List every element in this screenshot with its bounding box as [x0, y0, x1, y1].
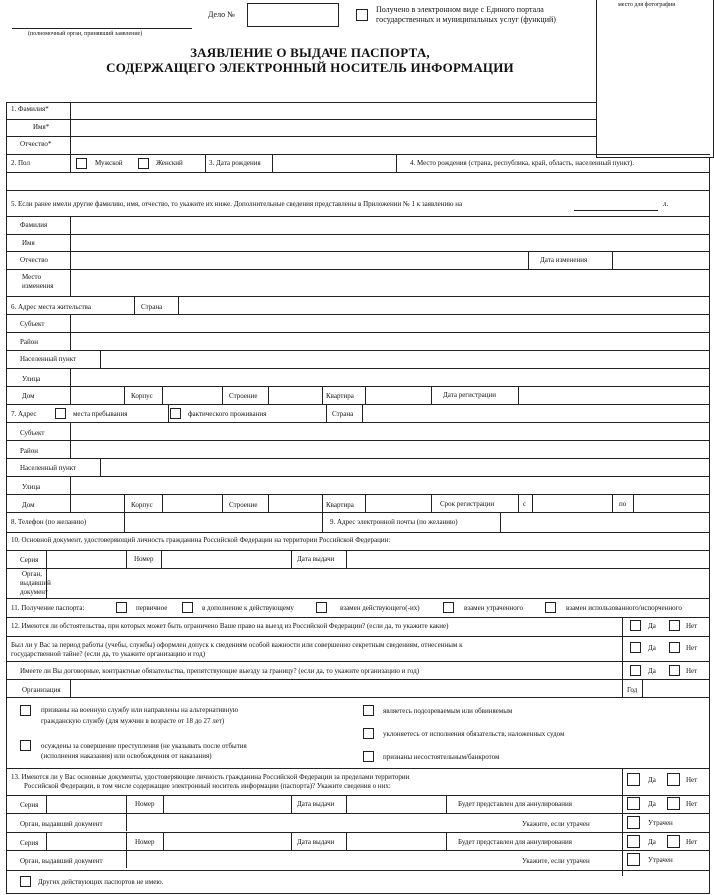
- s13-yes-checkbox[interactable]: [627, 773, 640, 786]
- dob-field[interactable]: [274, 156, 394, 170]
- s12-q3-no-checkbox[interactable]: [669, 665, 680, 676]
- patronymic-label: Отчество*: [20, 140, 52, 148]
- s12-q2-yes-checkbox[interactable]: [630, 642, 641, 653]
- s12-q2b: государственной тайне? (если да, то укажите организацию и год): [11, 650, 206, 658]
- s13-p2-no-checkbox[interactable]: [667, 835, 680, 848]
- s13-no-label: Нет: [686, 776, 698, 784]
- s13-text-2: Российской Федерации, в том числе содержащие электронный носитель информации (паспорта)? Укажите сведения о них:: [24, 782, 391, 790]
- s7-stay-label: места пребывания: [73, 410, 128, 418]
- s12-q1-yes-label: Да: [648, 622, 656, 630]
- s13-p1-series-field[interactable]: [48, 797, 124, 811]
- s5-text: 5. Если ранее имели другие фамилию, имя, отчество, то укажите их ниже. Дополнительные сведения представлены в Приложении № 1 к заявлению на: [11, 200, 463, 208]
- delo-label: Дело №: [208, 10, 235, 19]
- s6-apartment-label: Квартира: [326, 392, 354, 400]
- s13-p1-submitted-label: Будет представлен для аннулирования: [458, 800, 572, 808]
- surname-field[interactable]: [72, 104, 592, 118]
- page-title-line2: СОДЕРЖАЩЕГО ЭЛЕКТРОННЫЙ НОСИТЕЛЬ ИНФОРМАЦИИ: [106, 60, 514, 75]
- s13-p1-number-field[interactable]: [165, 797, 289, 811]
- s6-street-label: Улица: [22, 375, 41, 383]
- s13-p2-if-lost-label: Укажите, если утрачен: [522, 857, 590, 865]
- s11-label: 11. Получение паспорта:: [11, 604, 85, 612]
- s7-locality-label: Населенный пункт: [20, 464, 77, 472]
- s12-military-checkbox[interactable]: [20, 705, 31, 716]
- s6-subject-label: Субъект: [20, 320, 45, 328]
- s12-q3-yes-checkbox[interactable]: [630, 665, 641, 676]
- patronymic-field[interactable]: [72, 138, 592, 152]
- s11-additional-checkbox[interactable]: [182, 602, 193, 613]
- frame-bottom: [6, 893, 710, 894]
- photo-label: место для фотографии: [618, 2, 676, 8]
- phone-field[interactable]: [126, 514, 320, 530]
- s12-q2-no-checkbox[interactable]: [669, 642, 680, 653]
- frame-left: [6, 102, 7, 894]
- change-place-label-1: Место: [22, 273, 41, 281]
- s10-org-label-3: документ: [20, 588, 49, 596]
- s6-building-field[interactable]: [164, 388, 220, 402]
- s13-no-other-label: Других действующих паспортов не имею.: [38, 878, 164, 886]
- s13-p1-yes-label: Да: [648, 800, 656, 808]
- s6-country-label: Страна: [141, 303, 163, 311]
- received-text-2: государственных и муниципальных услуг (функций): [376, 15, 556, 24]
- s13-p2-issue-date-label: Дата выдачи: [297, 838, 335, 846]
- s13-no-other-checkbox[interactable]: [20, 876, 31, 887]
- s13-p2-no-label: Нет: [686, 838, 698, 846]
- s13-p2-yes-checkbox[interactable]: [627, 835, 640, 848]
- email-label: 9. Адрес электронной почты (по желанию): [330, 518, 458, 526]
- s12-bankrupt-label: признаны несостоятельным/банкротом: [383, 753, 500, 761]
- s7-street-label: Улица: [22, 483, 41, 491]
- s10-issue-date-field[interactable]: [348, 552, 704, 566]
- s13-p1-issue-date-field[interactable]: [348, 797, 444, 811]
- s13-p2-series-field[interactable]: [48, 834, 124, 848]
- prev-name-field[interactable]: [72, 236, 702, 250]
- s7-address-label: 7. Адрес: [11, 410, 37, 418]
- s13-p1-yes-checkbox[interactable]: [627, 797, 640, 810]
- s6-reg-date-label: Дата регистрации: [443, 391, 497, 399]
- s10-series-label: Серия: [20, 556, 39, 564]
- s6-structure-label: Строение: [229, 392, 258, 400]
- s12-q3: Имеете ли Вы договорные, контрактные обязательства, препятствующие выезду за границу? (если да, то укажите организацию и год): [20, 667, 420, 675]
- s7-district-field[interactable]: [72, 442, 702, 456]
- s13-p2-org-field[interactable]: [128, 852, 508, 866]
- s1-divider: [70, 102, 71, 154]
- s12-q1-yes-checkbox[interactable]: [630, 620, 641, 631]
- authority-line: [12, 28, 192, 29]
- change-place-label-2: изменения: [22, 282, 54, 290]
- received-text-1: Получено в электронном виде с Единого портала: [376, 5, 544, 14]
- s7-country-label: Страна: [332, 410, 354, 418]
- s6-apartment-field[interactable]: [367, 388, 429, 402]
- s12-year-label: Год: [627, 686, 638, 694]
- s13-p1-org-label: Орган, выдавший документ: [20, 820, 103, 828]
- s7-structure-field[interactable]: [270, 496, 320, 510]
- s7-building-label: Корпус: [131, 501, 153, 509]
- delo-number-field[interactable]: [247, 3, 339, 27]
- birthplace-label: 4. Место рождения (страна, республика, край, область, населенный пункт).: [410, 159, 635, 167]
- s7-subject-label: Субъект: [20, 429, 45, 437]
- s12-suspect-checkbox[interactable]: [363, 705, 374, 716]
- birthplace-field[interactable]: [10, 174, 705, 188]
- s12-q3-no-label: Нет: [686, 667, 698, 675]
- s7-reg-term-label: Срок регистрации: [440, 500, 495, 508]
- s13-p2-lost-label: Утрачен: [648, 856, 673, 864]
- s13-text-1: 13. Имеются ли у Вас основные документы, удостоверяющие личность гражданина Российской Федерации за пределами территории: [11, 773, 410, 781]
- s12-military-label-1: призваны на военную службу или направлены на альтернативную: [41, 706, 239, 714]
- authority-caption: (полномочный орган, принявший заявление): [28, 31, 143, 37]
- s12-q1-no-label: Нет: [686, 622, 698, 630]
- s6-locality-label: Населенный пункт: [20, 355, 77, 363]
- s13-p2-number-label: Номер: [135, 838, 155, 846]
- s7-house-label: Дом: [22, 501, 35, 509]
- s7-country-field[interactable]: [364, 406, 704, 420]
- s13-p1-no-checkbox[interactable]: [667, 797, 680, 810]
- s7-from-label: с: [523, 500, 527, 508]
- s6-house-label: Дом: [22, 392, 35, 400]
- prev-surname-label: Фамилия: [20, 221, 48, 229]
- s13-p2-yes-label: Да: [648, 838, 656, 846]
- prev-patronymic-label: Отчество: [20, 256, 48, 264]
- s13-yes-label: Да: [648, 776, 656, 784]
- prev-name-label: Имя: [22, 239, 35, 247]
- frame-top: [6, 102, 596, 103]
- phone-label: 8. Телефон (по желанию): [11, 518, 87, 526]
- s12-organization-label: Организация: [22, 686, 61, 694]
- name-label: Имя*: [33, 123, 50, 131]
- email-field[interactable]: [502, 514, 704, 530]
- s12-convicted-label-1: осуждены за совершение преступления (не указывать после отбытия: [41, 742, 247, 750]
- s7-building-field[interactable]: [164, 496, 220, 510]
- s13-no-checkbox[interactable]: [667, 773, 680, 786]
- page-title-line1: ЗАЯВЛЕНИЕ О ВЫДАЧЕ ПАСПОРТА,: [190, 45, 430, 60]
- s7-to-label: по: [619, 500, 627, 508]
- s13-p1-if-lost-label: Укажите, если утрачен: [522, 820, 590, 828]
- s7-district-label: Район: [20, 447, 38, 455]
- s12-convicted-checkbox[interactable]: [20, 740, 31, 751]
- change-place-field[interactable]: [72, 271, 702, 294]
- s13-p2-series-label: Серия: [20, 839, 39, 847]
- s13-p2-lost-checkbox[interactable]: [627, 853, 640, 866]
- s10-number-label: Номер: [134, 555, 154, 563]
- photo-box[interactable]: [596, 0, 714, 158]
- sex-label: 2. Пол: [11, 159, 30, 167]
- s11-instead-lost-label: взамен утраченного: [464, 604, 523, 612]
- sex-female-checkbox[interactable]: [138, 158, 149, 169]
- s12-organization-field[interactable]: [72, 681, 620, 695]
- s6-country-field[interactable]: [180, 298, 704, 312]
- s11-instead-used-checkbox[interactable]: [545, 602, 556, 613]
- s6-structure-field[interactable]: [270, 388, 320, 402]
- s6-street-field[interactable]: [72, 370, 702, 384]
- s12-bankrupt-checkbox[interactable]: [363, 751, 374, 762]
- s13-p2-issue-date-field[interactable]: [348, 834, 444, 848]
- s6-subject-field[interactable]: [72, 316, 702, 330]
- sex-male-label: Мужской: [95, 159, 123, 167]
- s6-house-field[interactable]: [72, 388, 122, 402]
- s7-house-field[interactable]: [72, 496, 122, 510]
- s7-apartment-field[interactable]: [367, 496, 429, 510]
- s7-subject-field[interactable]: [72, 424, 702, 438]
- s13-p1-lost-label: Утрачен: [648, 819, 673, 827]
- prev-patronymic-field[interactable]: [72, 253, 527, 267]
- sex-male-checkbox[interactable]: [76, 158, 87, 169]
- s7-locality-field[interactable]: [102, 460, 702, 474]
- s11-additional-label: в дополнение к действующему: [202, 604, 294, 612]
- s6-reg-date-field[interactable]: [520, 388, 704, 402]
- surname-label: 1. Фамилия*: [11, 105, 49, 113]
- s7-structure-label: Строение: [229, 501, 258, 509]
- prev-surname-field[interactable]: [72, 218, 702, 232]
- s6-district-field[interactable]: [72, 334, 702, 348]
- s12-convicted-label-2: (исполнения наказания) или освобождения от наказания): [41, 752, 212, 760]
- received-electronic-checkbox[interactable]: [356, 9, 368, 21]
- sex-female-label: Женский: [156, 159, 183, 167]
- change-date-label: Дата изменения: [540, 256, 588, 264]
- s7-apartment-label: Квартира: [326, 501, 354, 509]
- s12-suspect-label: являетесь подозреваемым или обвиняемым: [383, 707, 513, 715]
- s10-text: 10. Основной документ, удостоверяющий личность гражданина Российской Федерации на территории Российской Федерации:: [11, 536, 391, 544]
- s11-instead-valid-label: взамен действующего(-их): [340, 604, 420, 612]
- s10-org-field[interactable]: [48, 570, 704, 596]
- dob-label: 3. Дата рождения: [209, 159, 261, 167]
- s13-p1-org-field[interactable]: [128, 815, 508, 829]
- s13-p1-no-label: Нет: [686, 800, 698, 808]
- s13-p1-series-label: Серия: [20, 801, 39, 809]
- s11-primary-label: первичное: [136, 604, 168, 612]
- sheets-label: л.: [663, 200, 669, 208]
- s13-p1-number-label: Номер: [135, 800, 155, 808]
- s13-p1-issue-date-label: Дата выдачи: [297, 800, 335, 808]
- s12-military-label-2: гражданскую службу (для мужчин в возрасте от 18 до 27 лет): [41, 717, 225, 725]
- name-field[interactable]: [72, 121, 592, 135]
- s7-to-field[interactable]: [635, 496, 705, 510]
- s12-q2a: Был ли у Вас за период работы (учебы, службы) оформлен допуск к сведениям особой важности или совершенно секретным сведениям, отнесенным к: [11, 641, 463, 649]
- s11-instead-used-label: взамен использованного/испорченного: [566, 604, 682, 612]
- s12-q1-no-checkbox[interactable]: [669, 620, 680, 631]
- s12-q2-no-label: Нет: [686, 644, 698, 652]
- s13-p1-lost-checkbox[interactable]: [627, 816, 640, 829]
- s12-year-field[interactable]: [644, 681, 706, 695]
- change-date-field[interactable]: [614, 253, 704, 267]
- s12-court-checkbox[interactable]: [363, 728, 374, 739]
- s13-p2-org-label: Орган, выдавший документ: [20, 857, 103, 865]
- s7-actual-label: фактического проживания: [188, 410, 267, 418]
- s12-court-label: уклоняетесь от исполнения обязательств, наложенных судом: [383, 730, 565, 738]
- s11-instead-valid-checkbox[interactable]: [316, 602, 327, 613]
- s6-address-label: 6. Адрес места жительства: [11, 303, 91, 311]
- s7-stay-checkbox[interactable]: [55, 408, 66, 419]
- s12-q2-yes-label: Да: [648, 644, 656, 652]
- s6-building-label: Корпус: [131, 392, 153, 400]
- s13-p2-number-field[interactable]: [165, 834, 289, 848]
- s11-instead-lost-checkbox[interactable]: [443, 602, 454, 613]
- s10-org-label-2: выдавший: [20, 579, 51, 587]
- s7-from-field[interactable]: [534, 496, 610, 510]
- s13-p2-submitted-label: Будет представлен для аннулирования: [458, 838, 572, 846]
- s12-q3-yes-label: Да: [648, 667, 656, 675]
- s7-street-field[interactable]: [72, 478, 702, 492]
- s6-district-label: Район: [20, 338, 38, 346]
- s10-org-label-1: Орган,: [22, 570, 43, 578]
- appendix-sheets-field[interactable]: [574, 198, 658, 211]
- s7-actual-checkbox[interactable]: [170, 408, 181, 419]
- s6-locality-field[interactable]: [102, 352, 702, 366]
- s11-primary-checkbox[interactable]: [116, 602, 127, 613]
- s10-number-field[interactable]: [163, 552, 289, 566]
- s10-issue-date-label: Дата выдачи: [297, 555, 335, 563]
- s10-series-field[interactable]: [48, 552, 124, 566]
- s12-q1: 12. Имеются ли обстоятельства, при которых может быть ограничено Ваше право на выезд из Российской Федерации? (если да, то укажите какие): [11, 622, 449, 630]
